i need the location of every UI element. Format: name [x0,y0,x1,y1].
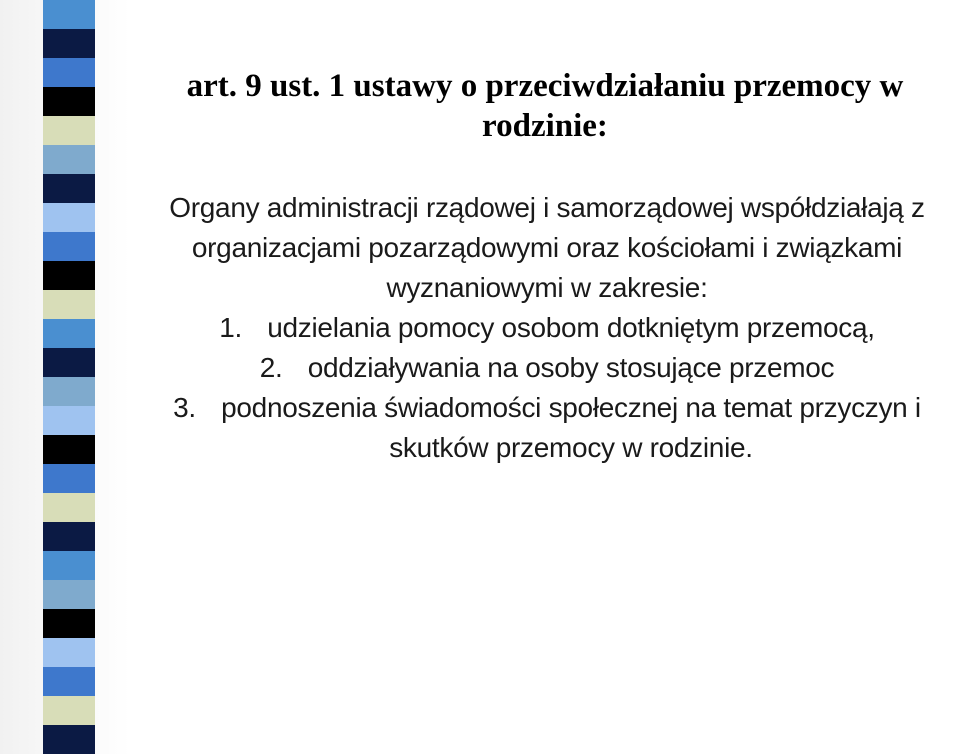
stripe-cell [43,696,95,725]
slide-title: art. 9 ust. 1 ustawy o przeciwdziałaniu przemocy w rodzinie: [186,68,904,144]
stripe-cell [43,261,95,290]
list-number: 1. [219,312,243,343]
stripe-cell [43,145,95,174]
list-text: udzielania pomocy osobom dotkniętym przemocą, [267,312,875,343]
stripe-cell [43,203,95,232]
intro-paragraph: Organy administracji rządowej i samorządowej współdziałają z organizacjami pozarządowymi oraz kościołami i związkami wyznaniowymi w zakresie: [169,192,925,303]
stripe-cell [43,58,95,87]
stripe-svg [43,0,95,754]
stripe-cell [43,290,95,319]
stripe-cell [43,464,95,493]
list-text-continuation: skutków przemocy w rodzinie. [389,432,753,463]
stripe-cell [43,580,95,609]
list-item [132,308,960,348]
stripe-cell [43,232,95,261]
stripe-cell [43,551,95,580]
list-text: podnoszenia świadomości społecznej na temat przyczyn i [221,392,921,423]
list-number: 3. [173,392,196,423]
stripe-cell [43,0,95,29]
stripe-cell [43,493,95,522]
stripe-cell [43,29,95,58]
stripe-cell [43,725,95,754]
stripe-cell [43,319,95,348]
stripe-cell [43,377,95,406]
stripe-cell [43,87,95,116]
stripe-cell [43,116,95,145]
list-item [132,388,960,468]
stripe-cell [43,638,95,667]
stripe-cell [43,174,95,203]
stripe-cell [43,609,95,638]
list-text: oddziaływania na osoby stosujące przemoc [307,352,835,383]
stripe-cell [43,522,95,551]
stripe-cell [43,406,95,435]
decorative-color-stripe [43,0,95,754]
numbered-list [132,308,960,468]
stripe-cell [43,435,95,464]
list-item [132,348,960,388]
stripe-cell [43,667,95,696]
list-number: 2. [259,352,283,383]
stripe-cell [43,348,95,377]
